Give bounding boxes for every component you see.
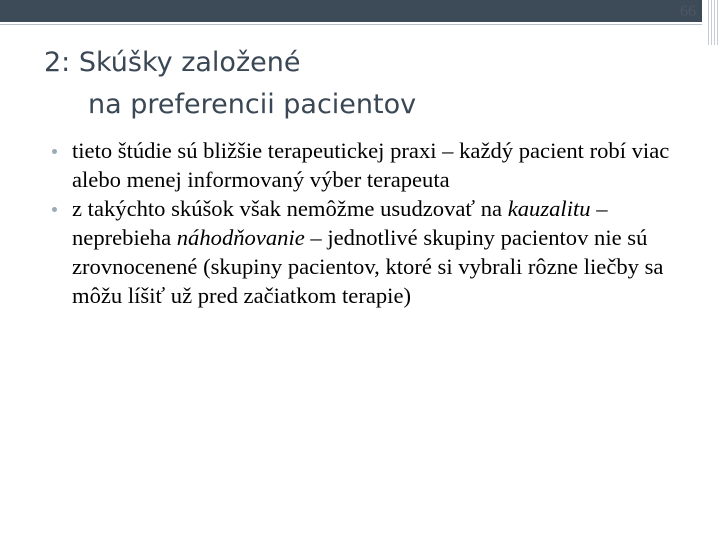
bullet-2-italic-kauzalitu: kauzalitu — [507, 196, 591, 221]
bullet-list — [52, 136, 692, 310]
bullet-text-1 — [72, 136, 692, 194]
bullet-icon — [52, 149, 57, 154]
bullet-1-text: tieto štúdie sú bližšie terapeutickej praxi – každý pacient robí viac alebo menej informovaný výber terapeuta — [72, 138, 670, 192]
slide-title-line-1: 2: Skúšky založené — [44, 47, 301, 78]
slide-title — [44, 42, 664, 126]
bullet-item-2 — [52, 194, 692, 310]
page-number: 66 — [680, 3, 696, 20]
bullet-icon — [52, 207, 57, 212]
bullet-2-text-b: – neprebieha — [72, 196, 608, 250]
bullet-2-italic-nahodnovanie: náhodňovanie — [176, 225, 305, 250]
bullet-item-1 — [52, 136, 692, 194]
bullet-2-text-a: z takýchto skúšok však nemôžme usudzovať na — [72, 196, 508, 221]
bullet-text-2 — [72, 194, 692, 310]
header-bar — [0, 0, 702, 22]
header-divider — [0, 24, 702, 25]
corner-decoration — [706, 0, 720, 45]
bullet-2-text-c: – jednotlivé skupiny pacientov nie sú zrovnocenené (skupiny pacientov, ktoré si vybrali rôzne liečby sa môžu líšiť už pred začiatkom terapie) — [72, 225, 664, 308]
slide-title-line-2: na preferencii pacientov — [88, 89, 417, 120]
